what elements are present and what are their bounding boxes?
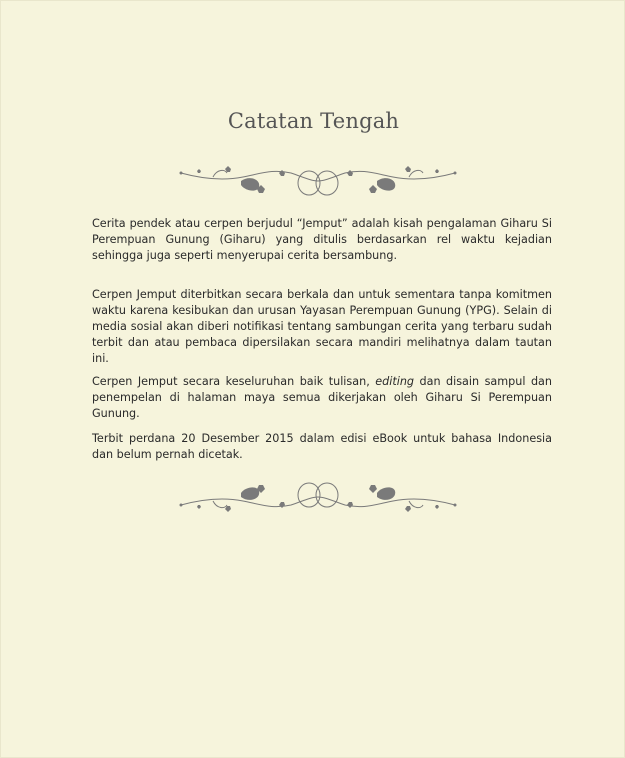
paragraph-3-emphasis: editing: [375, 375, 415, 388]
paragraph-2: Cerpen Jemput diterbitkan secara berkala dan untuk sementara tanpa komitmen waktu karena kesibukan dan urusan Yayasan Perempuan Gunung (YPG). Selain di media sosial akan diberi notifikasi tentang sambungan cerita yang terbaru sudah terbit dan atau pembaca dipersilakan secara mandiri melihatnya dalam tautan ini.: [92, 288, 552, 365]
floral-divider-icon: [173, 159, 463, 199]
paragraph-3-after: dan disain sampul dan penempelan di halaman maya semua dikerjakan oleh Giharu Si Perempuan Gunung.: [92, 375, 552, 420]
paragraph-3-before: Cerpen Jemput secara keseluruhan baik tulisan,: [92, 375, 376, 388]
paragraph-4: Terbit perdana 20 Desember 2015 dalam edisi eBook untuk bahasa Indonesia dan belum pernah dicetak.: [92, 432, 552, 461]
floral-divider-icon: [173, 479, 463, 519]
paragraph-1: Cerita pendek atau cerpen berjudul “Jemput” adalah kisah pengalaman Giharu Si Perempuan Gunung (Giharu) yang ditulis berdasarkan rel waktu kejadian sehingga juga seperti menyerupai cerita bersambung.: [92, 217, 552, 262]
page-title: Catatan Tengah: [227, 109, 400, 133]
paragraph-3: [92, 374, 552, 422]
